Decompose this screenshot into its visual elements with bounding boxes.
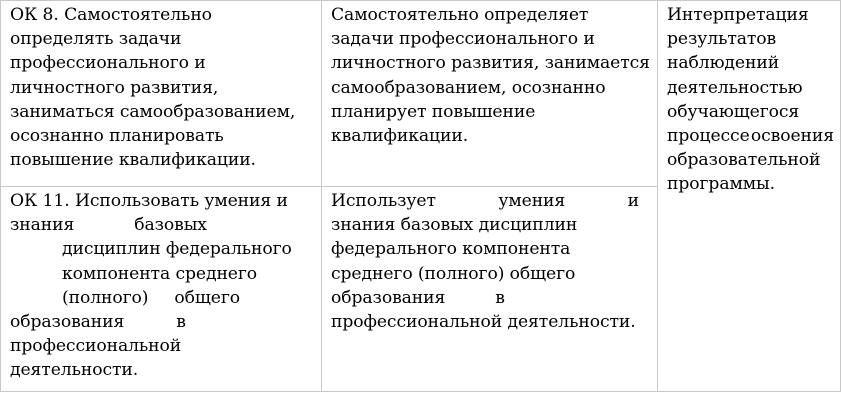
- result-word: Использует: [331, 191, 436, 211]
- result-line-spread: [331, 189, 651, 213]
- assessment-text: [667, 3, 834, 197]
- result-ok8-text: Самостоятельно определяет задачи профессионального и личностного развития, занимается самообразованием, осознанно планирует повышение квалификации.: [331, 5, 656, 147]
- result-word: умения: [498, 191, 566, 211]
- competency-line: профессиональной: [10, 336, 182, 357]
- assessment-line: Интерпретация: [667, 5, 809, 25]
- competency-word: общего: [174, 287, 240, 308]
- competency-word: (полного): [62, 287, 149, 308]
- competency-line-spread: [10, 286, 315, 310]
- competency-cell-ok8: [1, 1, 322, 187]
- assessment-word: процессе: [667, 126, 750, 147]
- assessment-line: обучающегося: [667, 101, 800, 122]
- assessment-line: образовательной: [667, 150, 821, 171]
- competency-word: базовых: [134, 215, 207, 236]
- competency-cell-ok11: [1, 187, 322, 392]
- competency-word: образования: [10, 312, 125, 333]
- result-line: профессиональной деятельности.: [331, 312, 636, 333]
- assessment-line: программы.: [667, 174, 775, 195]
- competency-line-spread: [10, 213, 315, 237]
- result-word: образования: [331, 287, 446, 308]
- result-line: знания базовых дисциплин: [331, 215, 578, 236]
- result-cell-ok11: [322, 187, 658, 392]
- result-line: среднего (полного) общего: [331, 263, 576, 284]
- assessment-line: деятельностью: [667, 77, 803, 98]
- result-word: и: [627, 191, 639, 211]
- competency-line: деятельности.: [10, 360, 139, 381]
- competency-line-spread: [10, 310, 315, 334]
- result-line-spread: [331, 286, 651, 310]
- result-word: в: [495, 287, 505, 308]
- competency-ok11-text: [10, 189, 315, 383]
- competency-ok8-text: ОК 8. Самостоятельно определять задачи профессионального и личностного развития, заниматься самообразованием, осознанно планировать повышение квалификации.: [10, 5, 301, 171]
- assessment-line: наблюдений: [667, 53, 780, 74]
- result-ok11-text: [331, 189, 651, 334]
- assessment-line-spread: [667, 124, 834, 148]
- competency-line: ОК 11. Использовать умения и: [10, 191, 288, 211]
- result-cell-ok8: [322, 1, 658, 187]
- assessment-cell: [658, 1, 841, 392]
- table-row: [1, 1, 841, 187]
- competency-word: знания: [10, 215, 75, 236]
- result-line: федерального компонента: [331, 239, 571, 260]
- competency-word: в: [176, 312, 186, 333]
- competency-line: дисциплин федерального: [62, 239, 292, 260]
- competency-line: компонента среднего: [62, 263, 258, 284]
- assessment-word: освоения: [750, 126, 834, 147]
- assessment-line: результатов: [667, 29, 777, 50]
